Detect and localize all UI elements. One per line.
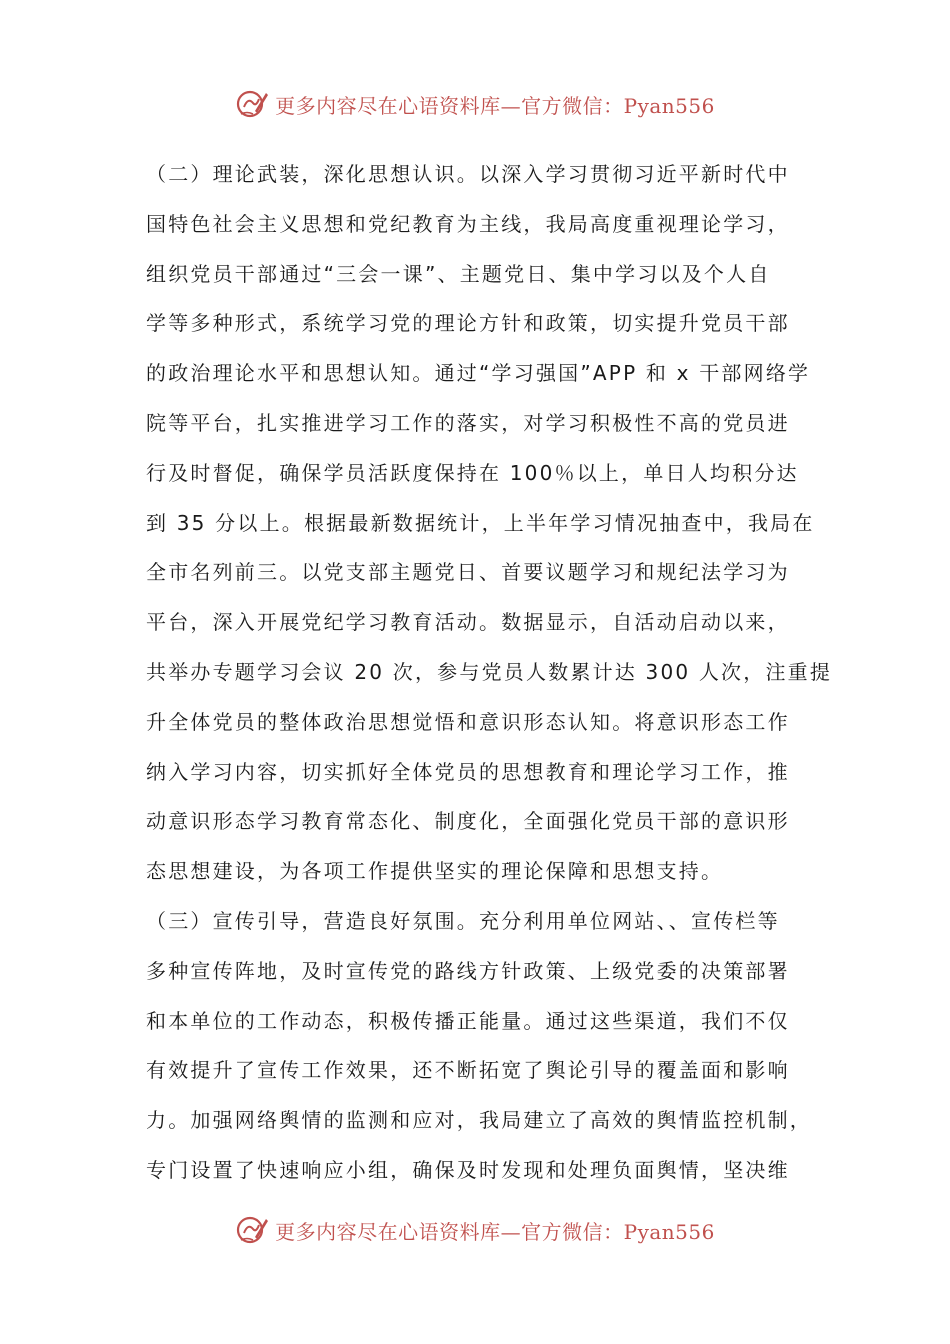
body-line: 动意识形态学习教育常态化、制度化，全面强化党员干部的意识形 <box>146 809 790 834</box>
body-line: 全市名列前三。以党支部主题党日、首要议题学习和规纪法学习为 <box>146 560 790 585</box>
body-line: 国特色社会主义思想和党纪教育为主线，我局高度重视理论学习， <box>146 211 790 236</box>
body-line: 升全体党员的整体政治思想觉悟和意识形态认知。将意识形态工作 <box>146 709 790 734</box>
body-line: 有效提升了宣传工作效果，还不断拓宽了舆论引导的覆盖面和影响 <box>146 1058 790 1083</box>
body-line: 的政治理论水平和思想认知。通过“学习强国”APP 和 x 干部网络学 <box>146 361 811 386</box>
pen-signature-icon <box>235 87 269 121</box>
body-line: （二）理论武装，深化思想认识。以深入学习贯彻习近平新时代中 <box>146 162 790 186</box>
body-line: 平台，深入开展党纪学习教育活动。数据显示，自活动启动以来， <box>146 610 790 635</box>
body-line: 院等平台，扎实推进学习工作的落实，对学习积极性不高的党员进 <box>146 410 790 435</box>
body-line: （三）宣传引导，营造良好氛围。充分利用单位网站、、宣传栏等 <box>146 908 780 933</box>
body-line: 学等多种形式，系统学习党的理论方针和政策，切实提升党员干部 <box>146 311 790 336</box>
body-line: 组织党员干部通过“三会一课”、主题党日、集中学习以及个人自 <box>146 261 771 286</box>
document-body <box>146 150 833 1196</box>
body-line: 到 35 分以上。根据最新数据统计，上半年学习情况抽查中，我局在 <box>146 510 815 535</box>
body-line: 专门设置了快速响应小组，确保及时发现和处理负面舆情，坚决维 <box>146 1157 790 1182</box>
watermark-text: 更多内容尽在心语资料库—官方微信：Pyan556 <box>275 93 715 118</box>
header-watermark <box>0 84 950 124</box>
body-line: 力。加强网络舆情的监测和应对，我局建立了高效的舆情监控机制， <box>146 1108 812 1133</box>
body-line: 纳入学习内容，切实抓好全体党员的思想教育和理论学习工作，推 <box>146 759 790 784</box>
pen-signature-icon <box>235 1213 269 1247</box>
footer-watermark <box>0 1210 950 1250</box>
body-line: 行及时督促，确保学员活跃度保持在 100％以上，单日人均积分达 <box>146 460 799 485</box>
body-line: 多种宣传阵地，及时宣传党的路线方针政策、上级党委的决策部署 <box>146 958 790 983</box>
body-line: 共举办专题学习会议 20 次，参与党员人数累计达 300 人次，注重提 <box>146 659 833 684</box>
watermark-text: 更多内容尽在心语资料库—官方微信：Pyan556 <box>275 1219 715 1244</box>
body-line: 态思想建设，为各项工作提供坚实的理论保障和思想支持。 <box>146 859 724 884</box>
body-line: 和本单位的工作动态，积极传播正能量。通过这些渠道，我们不仅 <box>146 1008 790 1033</box>
